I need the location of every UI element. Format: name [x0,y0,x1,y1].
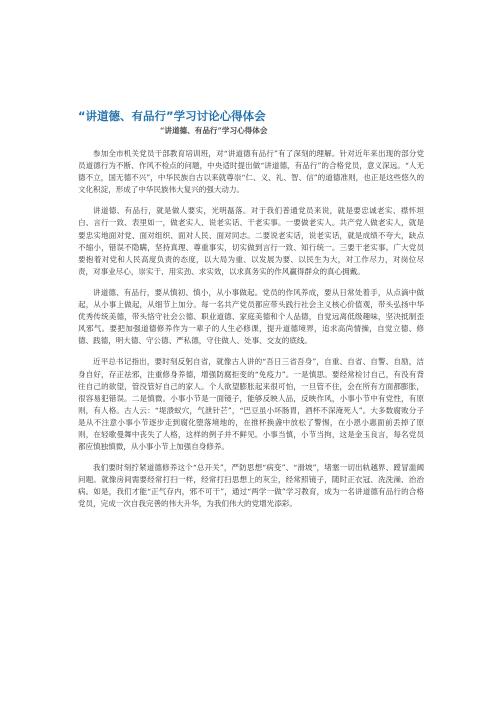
document-body [78,148,424,520]
document-subtitle: “讲道德、有品行”学习心得体会 [160,126,268,135]
paragraph-5: 我们要时刻拧紧道德修养这个“总开关”，严防思想“病变”、“滑坡”，堵塞一切出轨越界、蹚冒滥阈问题。就像房间需要经常打扫一样，经常打扫思想上的灰尘，经常照镜子，随时正衣冠、洗洗澡、治治病。如是，我们才能“正气存内，邪不可干”，通过“两学一做”学习教育，成为一名讲道德有品行的合格党员，完成一次自我完善的伟大升华，为我们伟大的党增光添彩。 [78,463,424,509]
paragraph-3: 讲道德、有品行，要从慎初、慎小，从小事做起。党员的作风养成，要从日常处着手，从点滴中做起，从小事上做起，从细节上加分。每一名共产党员都应带头践行社会主义核心价值观，带头弘扬中华优秀传统美德，带头恪守社会公德、职业道德、家庭美德和个人品德，自觉远离低级趣味，坚决抵制歪风邪气。要把加强道德修养作为一辈子的人生必修课，提升道德境界，追求高尚情操，自觉立德、修德、践德，明大德、守公德、严私德，守住做人、处事、交友的底线。 [78,287,424,346]
document-title: “讲道德、有品行”学习讨论心得体会 [78,109,266,123]
paragraph-1: 参加全市机关党员干部教育培训班，对“讲道德有品行”有了深刻的理解。针对近年来出现的部分党员道德行为不断、作风不检点的问题，中央适时提出做“讲道德，有品行”的合格党员，意义深远。“人无德不立，国无德不兴”，中华民族自古以来就尊崇“仁、义、礼、智、信”的道德准则，也正是这些悠久的文化积淀，形成了中华民族伟大复兴的强大动力。 [78,149,424,195]
paragraph-2: 讲道德、有品行，就是做人要实，光明磊落。对于我们普通党员来说，就是要忠诚老实、襟怀坦白、言行一致、表里如一，做老实人、说老实话、干老实事。一要做老实人。共产党人做老实人，就是要忠实地面对党、面对组织、面对人民、面对同志。二要说老实话，说老实话，就是成绩不夸大，缺点不缩小，错误不隐瞒，坚持真理、尊重事实，切实做到言行一致、知行统一。三要干老实事。广大党员要抱着对党和人民高度负责的态度，以大局为重、以发展为要、以民生为大，对工作尽力，对岗位尽责，对事业尽心，崇实干、用实劲、求实效，以求真务实的作风赢得群众的真心拥戴。 [78,206,424,276]
paragraph-4: 近平总书记指出，要时刻反躬自省，就像古人讲的“吾日三省吾身”，自重、自省、自警、自励，洁身自好，存正祛邪，注重修身养德，增强防腐拒变的“免疫力”。一是慎思。要经常检讨自己，有没有背往自己的欲望，管没管好自己的家人。个人欲望膨胀起来很可怕，一旦管不住，会在所有方面都膨胀，很容易犯错误。二是慎微。小事小节是一面镜子，能够反映人品，反映作风，小事小节中有党性，有原则，有人格。古人云：“堤溃蚁穴，气泄针芒”，“巴豆虽小坏肠胃，酒杯不深淹死人”。大多数腐败分子是从不注意小事小节逐步走到腐化堕落境地的，在推杯换盏中放松了警惕，在小恩小惠面前丢掉了原则，在轻歌曼舞中丧失了人格，这样的例子并不鲜见。小事当慎，小节当拘，这是金玉良言，每名党员都应慎独慎微，从小事小节上加强自身修养。 [78,357,424,452]
